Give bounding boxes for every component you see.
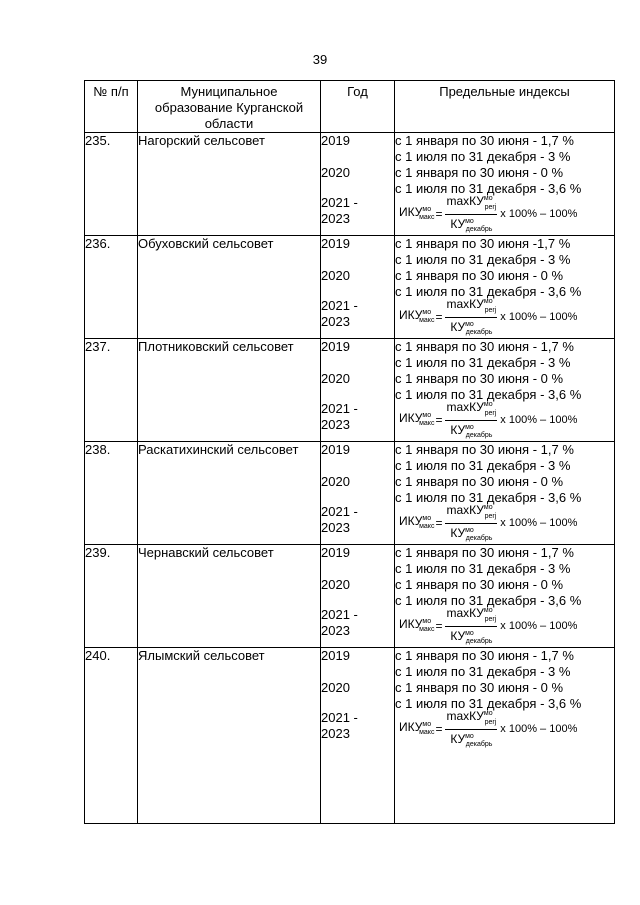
table-row (85, 236, 615, 339)
header-indices: Предельные индексы (395, 81, 615, 133)
index-line: с 1 июля по 31 декабря - 3,6 % (395, 490, 582, 505)
year-cell (321, 236, 395, 339)
formula-fraction (445, 707, 497, 751)
formula-equals: = (435, 310, 443, 324)
index-formula (399, 503, 614, 542)
row-number: 239. (85, 545, 138, 648)
index-line: с 1 января по 30 июня - 1,7 % (395, 648, 574, 663)
index-line: с 1 июля по 31 декабря - 3,6 % (395, 387, 582, 402)
row-number: 236. (85, 236, 138, 339)
formula-equals: = (435, 207, 443, 221)
year-range-start: 2021 - (321, 504, 358, 519)
year-range-start: 2021 - (321, 298, 358, 313)
index-line: с 1 января по 30 июня - 0 % (395, 165, 564, 180)
year-cell (321, 339, 395, 442)
municipality-name: Чернавский сельсовет (138, 545, 321, 648)
formula-equals: = (435, 516, 443, 530)
municipality-name: Обуховский сельсовет (138, 236, 321, 339)
formula-equals: = (435, 619, 443, 633)
index-formula (399, 606, 614, 645)
formula-denominator: $КУ^{мо}_{декабрь}$ (450, 628, 493, 645)
year-cell (321, 442, 395, 545)
index-line: с 1 января по 30 июня - 0 % (395, 577, 564, 592)
formula-tail: x 100% – 100% (500, 723, 578, 735)
index-line: с 1 января по 30 июня - 0 % (395, 371, 564, 386)
formula-fraction (445, 192, 497, 236)
formula-tail: x 100% – 100% (500, 517, 578, 529)
index-formula (399, 194, 614, 233)
year-2019: 2019 (321, 648, 350, 663)
formula-lhs: $ИКУ^{мо}_{макс}$ (399, 204, 435, 222)
table-row (85, 442, 615, 545)
formula-equals: = (435, 413, 443, 427)
municipality-name: Раскатихинский сельсовет (138, 442, 321, 545)
formula-lhs: $ИКУ^{мо}_{макс}$ (399, 513, 435, 531)
index-formula (399, 709, 614, 748)
row-number: 235. (85, 133, 138, 236)
indices-cell (395, 236, 615, 339)
formula-equals: = (435, 722, 443, 736)
formula-numerator: maxКУ$^{мо}_{perj}$ (445, 295, 497, 317)
year-2019: 2019 (321, 545, 350, 560)
year-range-end: 2023 (321, 314, 350, 329)
index-line: с 1 июля по 31 декабря - 3,6 % (395, 593, 582, 608)
index-line: с 1 января по 30 июня - 0 % (395, 680, 564, 695)
year-cell (321, 133, 395, 236)
year-2020: 2020 (321, 268, 350, 283)
index-line: с 1 июля по 31 декабря - 3,6 % (395, 696, 582, 711)
formula-denominator: $КУ^{мо}_{декабрь}$ (450, 319, 493, 336)
year-range-start: 2021 - (321, 710, 358, 725)
table-row (85, 339, 615, 442)
index-line: с 1 января по 30 июня - 1,7 % (395, 442, 574, 457)
index-formula (399, 400, 614, 439)
formula-tail: x 100% – 100% (500, 620, 578, 632)
municipality-name: Плотниковский сельсовет (138, 339, 321, 442)
table-row (85, 648, 615, 824)
year-2020: 2020 (321, 371, 350, 386)
header-number: № п/п (85, 81, 138, 133)
year-range-start: 2021 - (321, 195, 358, 210)
year-2019: 2019 (321, 236, 350, 251)
formula-numerator: maxКУ$^{мо}_{perj}$ (445, 192, 497, 214)
index-line: с 1 июля по 31 декабря - 3,6 % (395, 181, 582, 196)
formula-lhs: $ИКУ^{мо}_{макс}$ (399, 719, 435, 737)
year-range-end: 2023 (321, 211, 350, 226)
index-line: с 1 января по 30 июня - 0 % (395, 268, 564, 283)
year-range-start: 2021 - (321, 401, 358, 416)
index-line: с 1 июля по 31 декабря - 3 % (395, 664, 571, 679)
year-range-start: 2021 - (321, 607, 358, 622)
formula-fraction (445, 295, 497, 339)
index-line: с 1 июля по 31 декабря - 3 % (395, 149, 571, 164)
formula-fraction (445, 501, 497, 545)
header-municipality: Муниципальное образование Курганской области (138, 81, 321, 133)
year-2019: 2019 (321, 442, 350, 457)
indices-cell (395, 648, 615, 824)
formula-tail: x 100% – 100% (500, 208, 578, 220)
municipality-name: Ялымский сельсовет (138, 648, 321, 824)
formula-denominator: $КУ^{мо}_{декабрь}$ (450, 731, 493, 748)
row-number: 238. (85, 442, 138, 545)
year-2019: 2019 (321, 133, 350, 148)
limit-indices-table (84, 80, 615, 824)
formula-denominator: $КУ^{мо}_{декабрь}$ (450, 422, 493, 439)
formula-denominator: $КУ^{мо}_{декабрь}$ (450, 525, 493, 542)
index-line: с 1 июля по 31 декабря - 3 % (395, 252, 571, 267)
row-number: 240. (85, 648, 138, 824)
formula-numerator: maxКУ$^{мо}_{perj}$ (445, 398, 497, 420)
formula-tail: x 100% – 100% (500, 311, 578, 323)
year-range-end: 2023 (321, 623, 350, 638)
index-line: с 1 января по 30 июня - 1,7 % (395, 545, 574, 560)
indices-cell (395, 339, 615, 442)
index-line: с 1 июля по 31 декабря - 3 % (395, 561, 571, 576)
index-line: с 1 января по 30 июня - 1,7 % (395, 133, 574, 148)
formula-numerator: maxКУ$^{мо}_{perj}$ (445, 707, 497, 729)
formula-fraction (445, 604, 497, 648)
table-row (85, 545, 615, 648)
year-2020: 2020 (321, 577, 350, 592)
formula-denominator: $КУ^{мо}_{декабрь}$ (450, 216, 493, 233)
year-2020: 2020 (321, 165, 350, 180)
year-2019: 2019 (321, 339, 350, 354)
formula-lhs: $ИКУ^{мо}_{макс}$ (399, 410, 435, 428)
year-cell (321, 545, 395, 648)
year-2020: 2020 (321, 680, 350, 695)
index-line: с 1 июля по 31 декабря - 3,6 % (395, 284, 582, 299)
year-range-end: 2023 (321, 520, 350, 535)
index-line: с 1 января по 30 июня - 0 % (395, 474, 564, 489)
formula-numerator: maxКУ$^{мо}_{perj}$ (445, 604, 497, 626)
year-cell (321, 648, 395, 824)
indices-cell (395, 545, 615, 648)
indices-cell (395, 442, 615, 545)
index-line: с 1 июля по 31 декабря - 3 % (395, 355, 571, 370)
indices-cell (395, 133, 615, 236)
formula-fraction (445, 398, 497, 442)
index-line: с 1 января по 30 июня - 1,7 % (395, 339, 574, 354)
header-year: Год (321, 81, 395, 133)
index-line: с 1 июля по 31 декабря - 3 % (395, 458, 571, 473)
row-number: 237. (85, 339, 138, 442)
index-formula (399, 297, 614, 336)
year-2020: 2020 (321, 474, 350, 489)
table-header-row (85, 81, 615, 133)
year-range-end: 2023 (321, 726, 350, 741)
formula-lhs: $ИКУ^{мо}_{макс}$ (399, 616, 435, 634)
page-number: 39 (312, 52, 328, 67)
index-line: с 1 января по 30 июня -1,7 % (395, 236, 571, 251)
formula-tail: x 100% – 100% (500, 414, 578, 426)
year-range-end: 2023 (321, 417, 350, 432)
formula-lhs: $ИКУ^{мо}_{макс}$ (399, 307, 435, 325)
table-row (85, 133, 615, 236)
municipality-name: Нагорский сельсовет (138, 133, 321, 236)
formula-numerator: maxКУ$^{мо}_{perj}$ (445, 501, 497, 523)
